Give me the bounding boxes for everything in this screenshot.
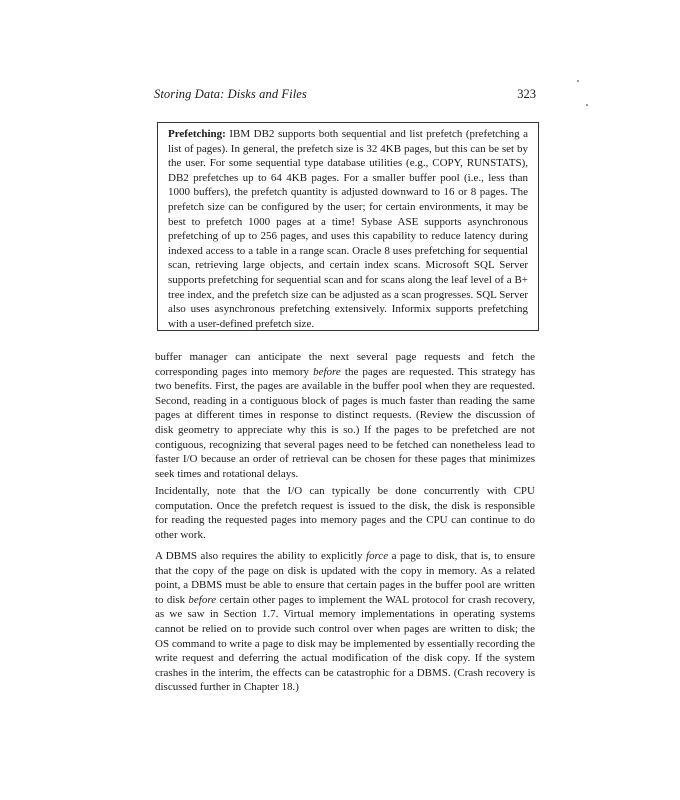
sidebar-text: IBM DB2 supports both sequential and list prefetch (prefetching a list of pages). In general, the prefetch size is 32 4KB pages, but this can be set by the user. For some sequential type database utilities (e.g., COPY, RUNSTATS), DB2 prefetches up to 64 4KB pages. For a smaller buffer pool (i.e., less than 1000 buffers), the prefetch quantity is adjusted downward to 16 or 8 pages. The prefetch size can be configured by the user; for certain environments, it may be best to prefetch 1000 pages at a time! Sybase ASE supports asynchronous prefetching of up to 256 pages, and uses this capability to reduce latency during indexed access to a table in a range scan. Oracle 8 uses prefetching for sequential scan, retrieving large objects, and certain index scans. Microsoft SQL Server supports prefetching for sequential scan and for scans along the leaf level of a B+ tree index, and the prefetch size can be adjusted as a scan progresses. SQL Server also uses asynchronous prefetching extensively. Informix supports prefetching with a user-defined prefetch size.: [168, 128, 528, 330]
page-number: 323: [517, 87, 536, 101]
sidebar-lead: Prefetching:: [168, 128, 226, 140]
emphasis-before: before: [188, 593, 217, 606]
paragraph-text: a page to disk, that is, to ensure that the copy of the page on disk is updated with the copy in memory. As a related point, a DBMS must be able to ensure that certain pages in the buffer pool are written to disk: [155, 550, 536, 606]
paragraph-text: the pages are requested. This strategy has two benefits. First, the pages are available in the buffer pool when they are requested. Second, reading in a contiguous block of pages is much faster than reading the same pages at different times in response to distinct requests. (Review the discussion of disk geometry to appreciate why this is so.) If the pages to be prefetched are not contiguous, recognizing that several pages need to be fetched can nonetheless lead to faster I/O because an order of retrieval can be chosen for these pages that minimizes seek times and rotational delays.: [155, 365, 536, 480]
page-header: [154, 87, 536, 105]
emphasis-before: before: [313, 365, 341, 378]
prefetching-sidebar-box: [157, 122, 539, 331]
paragraph-text: Incidentally, note that the I/O can typically be done concurrently with CPU computation. Once the prefetch request is issued to the disk, the disk is responsible for reading the requested pages into memory pages and the CPU can continue to do other work.: [155, 485, 535, 541]
scan-speck: [586, 104, 588, 106]
paragraph-force-page: [155, 549, 535, 695]
scan-speck: [577, 80, 579, 82]
paragraph-buffer-manager: [155, 350, 535, 481]
paragraph-concurrent-io: [155, 484, 535, 542]
paragraph-text: certain other pages to implement the WAL protocol for crash recovery, as we saw in Section 1.7. Virtual memory implementations in operating systems cannot be relied on to provide such control over when pages are written to disk; the OS command to write a page to disk may be implemented by essentially recording the write request and deferring the actual modification of the disk copy. If the system crashes in the interim, the effects can be catastrophic for a DBMS. (Crash recovery is discussed further in Chapter 18.): [155, 593, 536, 694]
emphasis-force: force: [366, 550, 389, 562]
paragraph-text: buffer manager can anticipate the next several page requests and fetch the corresponding pages into memory: [155, 351, 535, 378]
paragraph-text: A DBMS also requires the ability to explicitly: [155, 550, 363, 562]
running-title: Storing Data: Disks and Files: [154, 87, 307, 101]
